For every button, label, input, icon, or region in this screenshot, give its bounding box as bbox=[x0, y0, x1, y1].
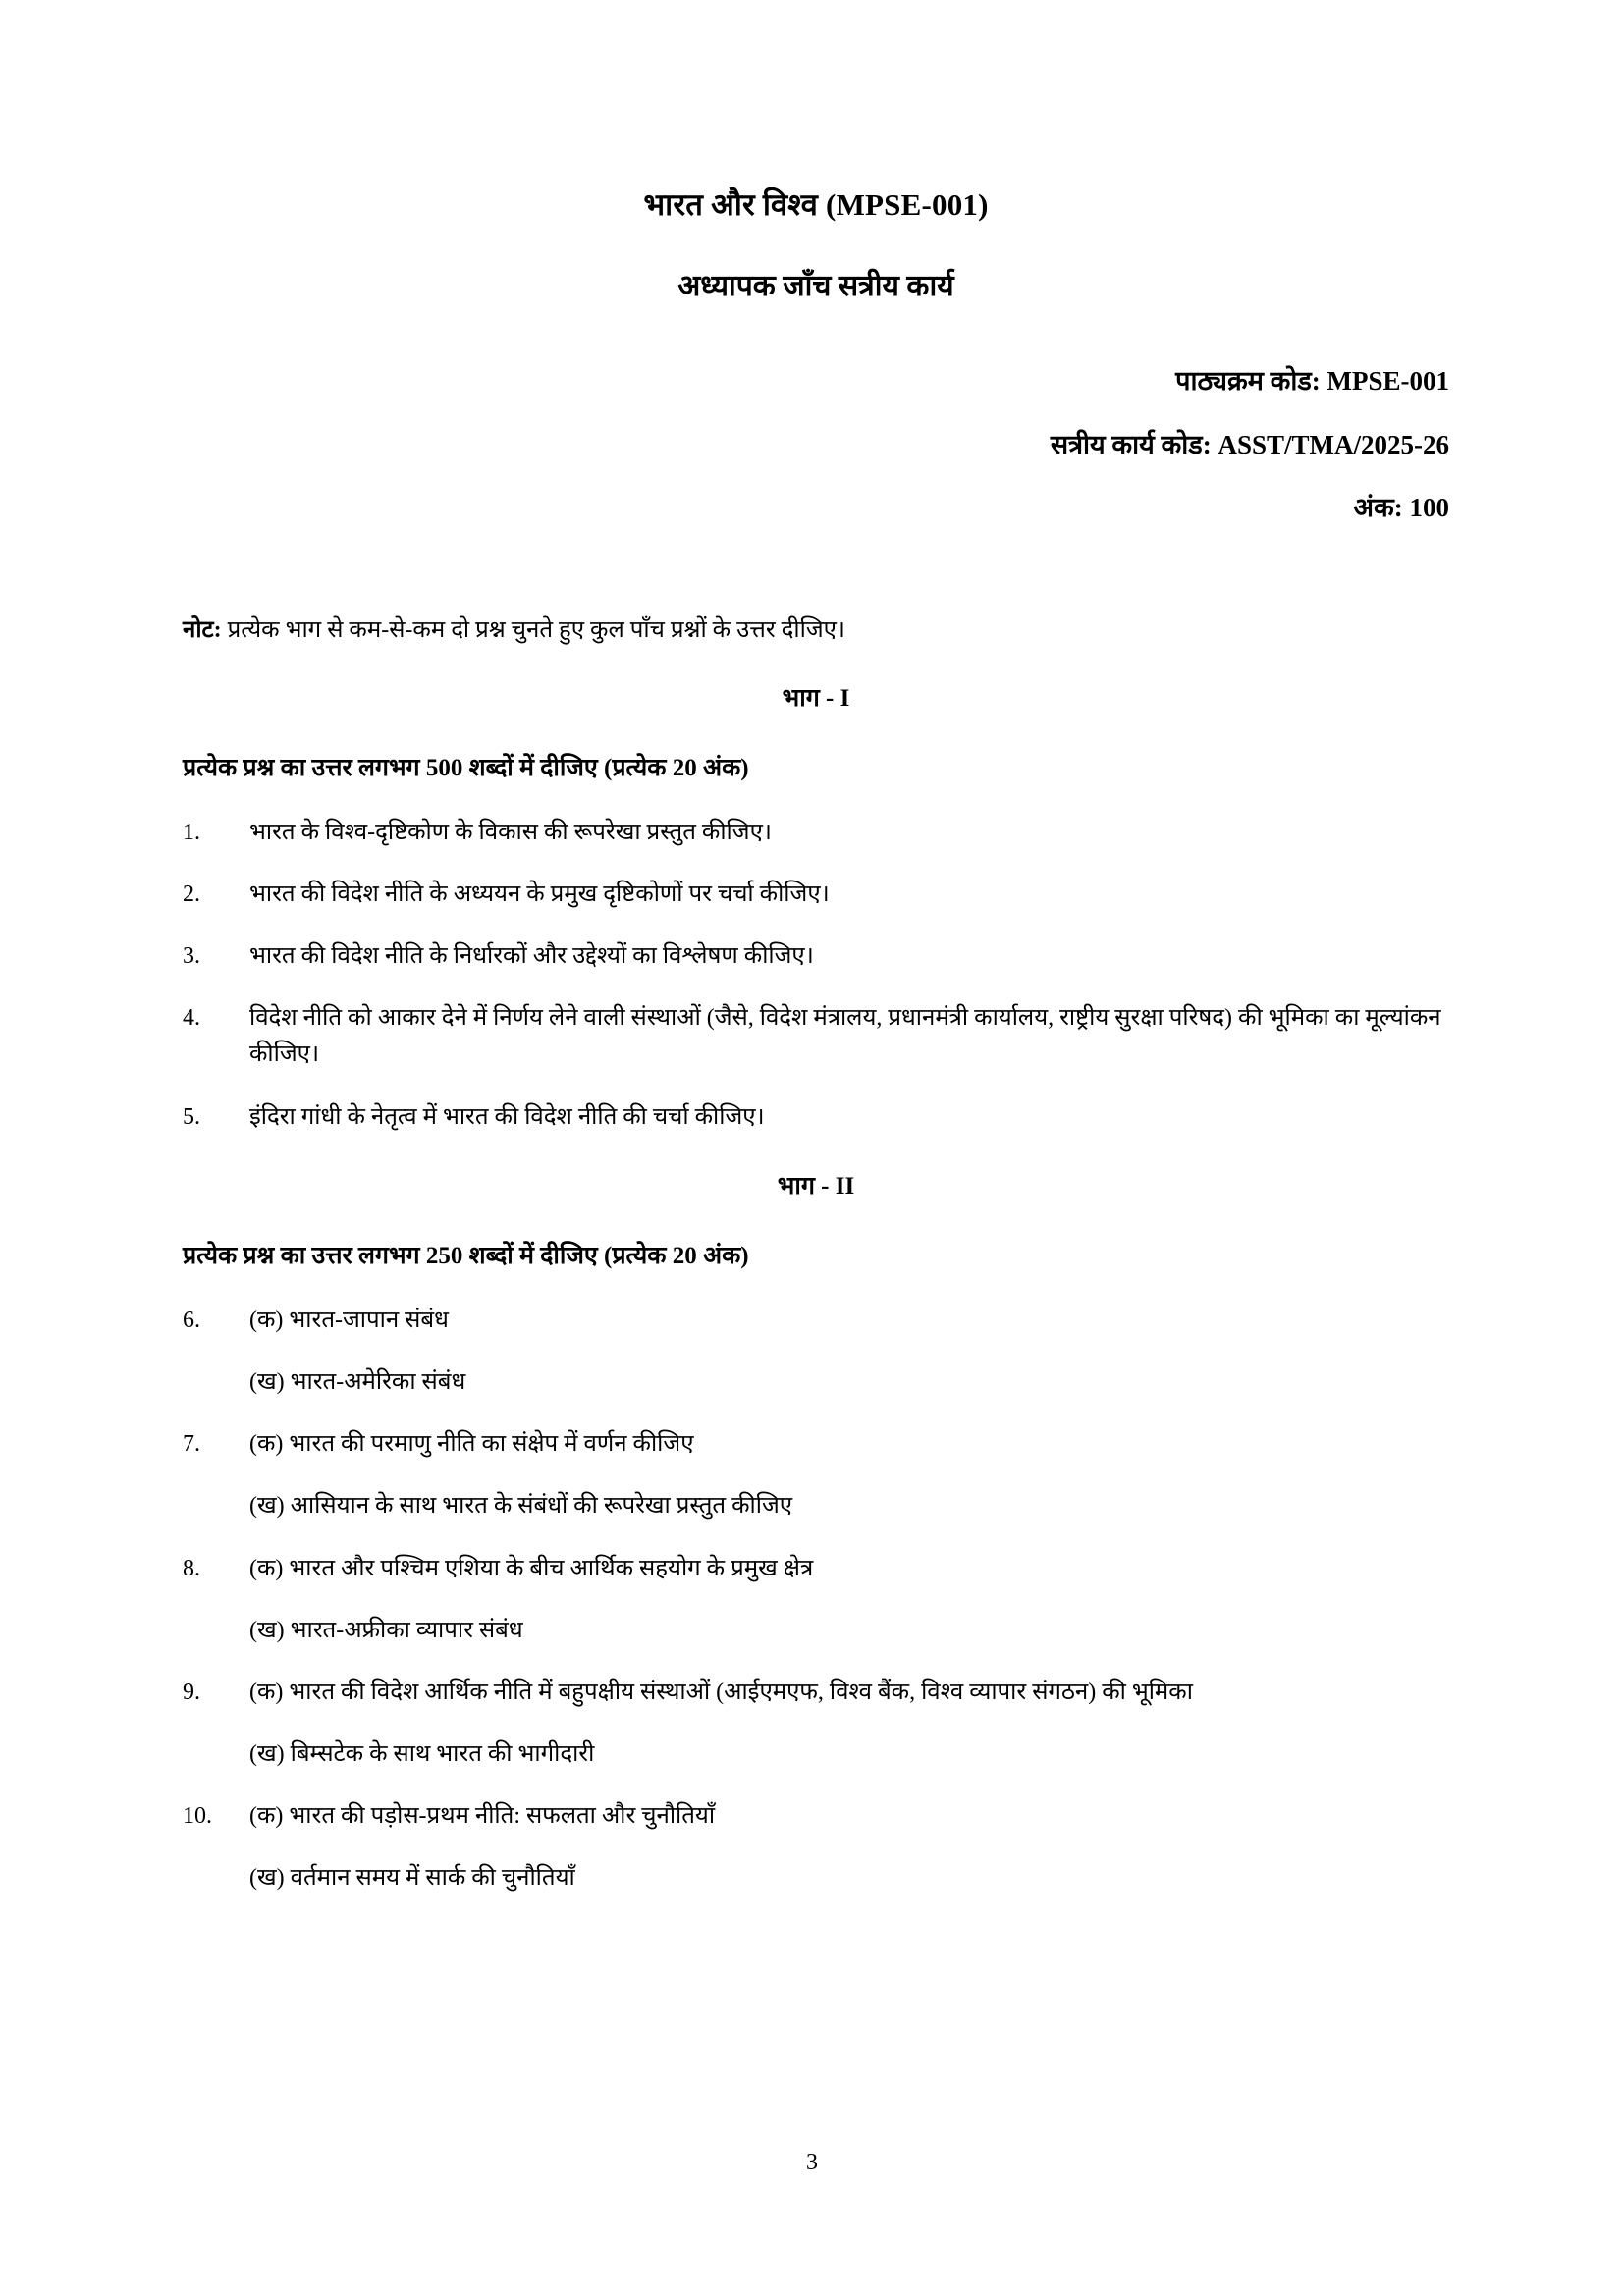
question-item bbox=[183, 1426, 1449, 1524]
question-item bbox=[183, 1675, 1449, 1773]
question-number: 10. bbox=[183, 1803, 212, 1830]
question-text bbox=[249, 1551, 1449, 1649]
part-1-heading: भाग - I bbox=[782, 684, 850, 712]
question-item bbox=[183, 1099, 1449, 1136]
question-sub-a: (क) भारत की विदेश आर्थिक नीति में बहुपक्षीय संस्थाओं (आईएमएफ, विश्व बैंक, विश्व व्यापार संगठन) की भूमिका bbox=[249, 1679, 1193, 1705]
question-sub-b: (ख) आसियान के साथ भारत के संबंधों की रूपरेखा प्रस्तुत कीजिए bbox=[249, 1493, 793, 1520]
question-sub-a: (क) भारत और पश्चिम एशिया के बीच आर्थिक सहयोग के प्रमुख क्षेत्र bbox=[249, 1555, 814, 1581]
question-item bbox=[183, 1798, 1449, 1896]
question-number: 4. bbox=[183, 1005, 200, 1032]
question-number: 7. bbox=[183, 1431, 200, 1458]
question-text: भारत की विदेश नीति के अध्ययन के प्रमुख दृष्टिकोणों पर चर्चा कीजिए। bbox=[249, 881, 830, 907]
note-label: नोट: bbox=[183, 616, 222, 643]
question-item bbox=[183, 877, 1449, 913]
question-sub-a: (क) भारत की परमाणु नीति का संक्षेप में वर्णन कीजिए bbox=[249, 1431, 694, 1458]
question-sub-b: (ख) भारत-अफ्रीका व्यापार संबंध bbox=[249, 1617, 523, 1643]
note-line bbox=[183, 613, 1449, 648]
part-1-question-list bbox=[183, 815, 1449, 1136]
page-subtitle: अध्यापक जाँच सत्रीय कार्य bbox=[677, 269, 954, 302]
question-text bbox=[249, 1303, 1449, 1401]
question-text: इंदिरा गांधी के नेतृत्व में भारत की विदेश नीति की चर्चा कीजिए। bbox=[249, 1103, 765, 1130]
question-number: 6. bbox=[183, 1307, 200, 1333]
question-number: 3. bbox=[183, 943, 200, 970]
question-item bbox=[183, 815, 1449, 851]
page-content bbox=[183, 0, 1449, 1923]
page-number: 3 bbox=[806, 2150, 818, 2175]
question-text: भारत की विदेश नीति के निर्धारकों और उद्देश्यों का विश्लेषण कीजिए। bbox=[249, 943, 814, 970]
question-number: 1. bbox=[183, 819, 200, 845]
question-number: 5. bbox=[183, 1103, 200, 1130]
part-1-instruction: प्रत्येक प्रश्न का उत्तर लगभग 500 शब्दों में दीजिए (प्रत्येक 20 अंक) bbox=[183, 754, 749, 781]
question-number: 2. bbox=[183, 881, 200, 907]
question-number: 9. bbox=[183, 1679, 200, 1705]
question-sub-a: (क) भारत-जापान संबंध bbox=[249, 1307, 449, 1333]
part-2-question-list bbox=[183, 1303, 1449, 1897]
page-title: भारत और विश्व (MPSE-001) bbox=[643, 187, 989, 222]
part-2-heading: भाग - II bbox=[777, 1172, 855, 1200]
question-sub-b: (ख) बिम्सटेक के साथ भारत की भागीदारी bbox=[249, 1741, 595, 1768]
question-text: विदेश नीति को आकार देने में निर्णय लेने वाली संस्थाओं (जैसे, विदेश मंत्रालय, प्रधानमंत्री कार्यालय, राष्ट्रीय सुरक्षा परिषद) की भूमिका का मूल्यांकन कीजिए। bbox=[249, 1005, 1441, 1068]
question-item bbox=[183, 938, 1449, 975]
question-text bbox=[249, 1426, 1449, 1524]
note-text: प्रत्येक भाग से कम-से-कम दो प्रश्न चुनते हुए कुल पाँच प्रश्नों के उत्तर दीजिए। bbox=[227, 616, 845, 643]
part-2-instruction: प्रत्येक प्रश्न का उत्तर लगभग 250 शब्दों में दीजिए (प्रत्येक 20 अंक) bbox=[183, 1242, 749, 1269]
question-number: 8. bbox=[183, 1555, 200, 1581]
question-sub-b: (ख) वर्तमान समय में सार्क की चुनौतियाँ bbox=[249, 1865, 575, 1892]
assignment-code: सत्रीय कार्य कोड: ASST/TMA/2025-26 bbox=[1050, 429, 1449, 459]
question-text: भारत के विश्व-दृष्टिकोण के विकास की रूपरेखा प्रस्तुत कीजिए। bbox=[249, 819, 772, 845]
course-code: पाठ्यक्रम कोड: MPSE-001 bbox=[1175, 366, 1449, 397]
question-item bbox=[183, 1551, 1449, 1649]
question-item bbox=[183, 1303, 1449, 1401]
question-text bbox=[249, 1675, 1449, 1773]
total-marks: अंक: 100 bbox=[1353, 493, 1449, 523]
assignment-meta bbox=[183, 363, 1449, 525]
question-text bbox=[249, 1798, 1449, 1896]
question-sub-b: (ख) भारत-अमेरिका संबंध bbox=[249, 1368, 466, 1395]
question-sub-a: (क) भारत की पड़ोस-प्रथम नीति: सफलता और चुनौतियाँ bbox=[249, 1803, 716, 1830]
question-item bbox=[183, 1000, 1449, 1073]
